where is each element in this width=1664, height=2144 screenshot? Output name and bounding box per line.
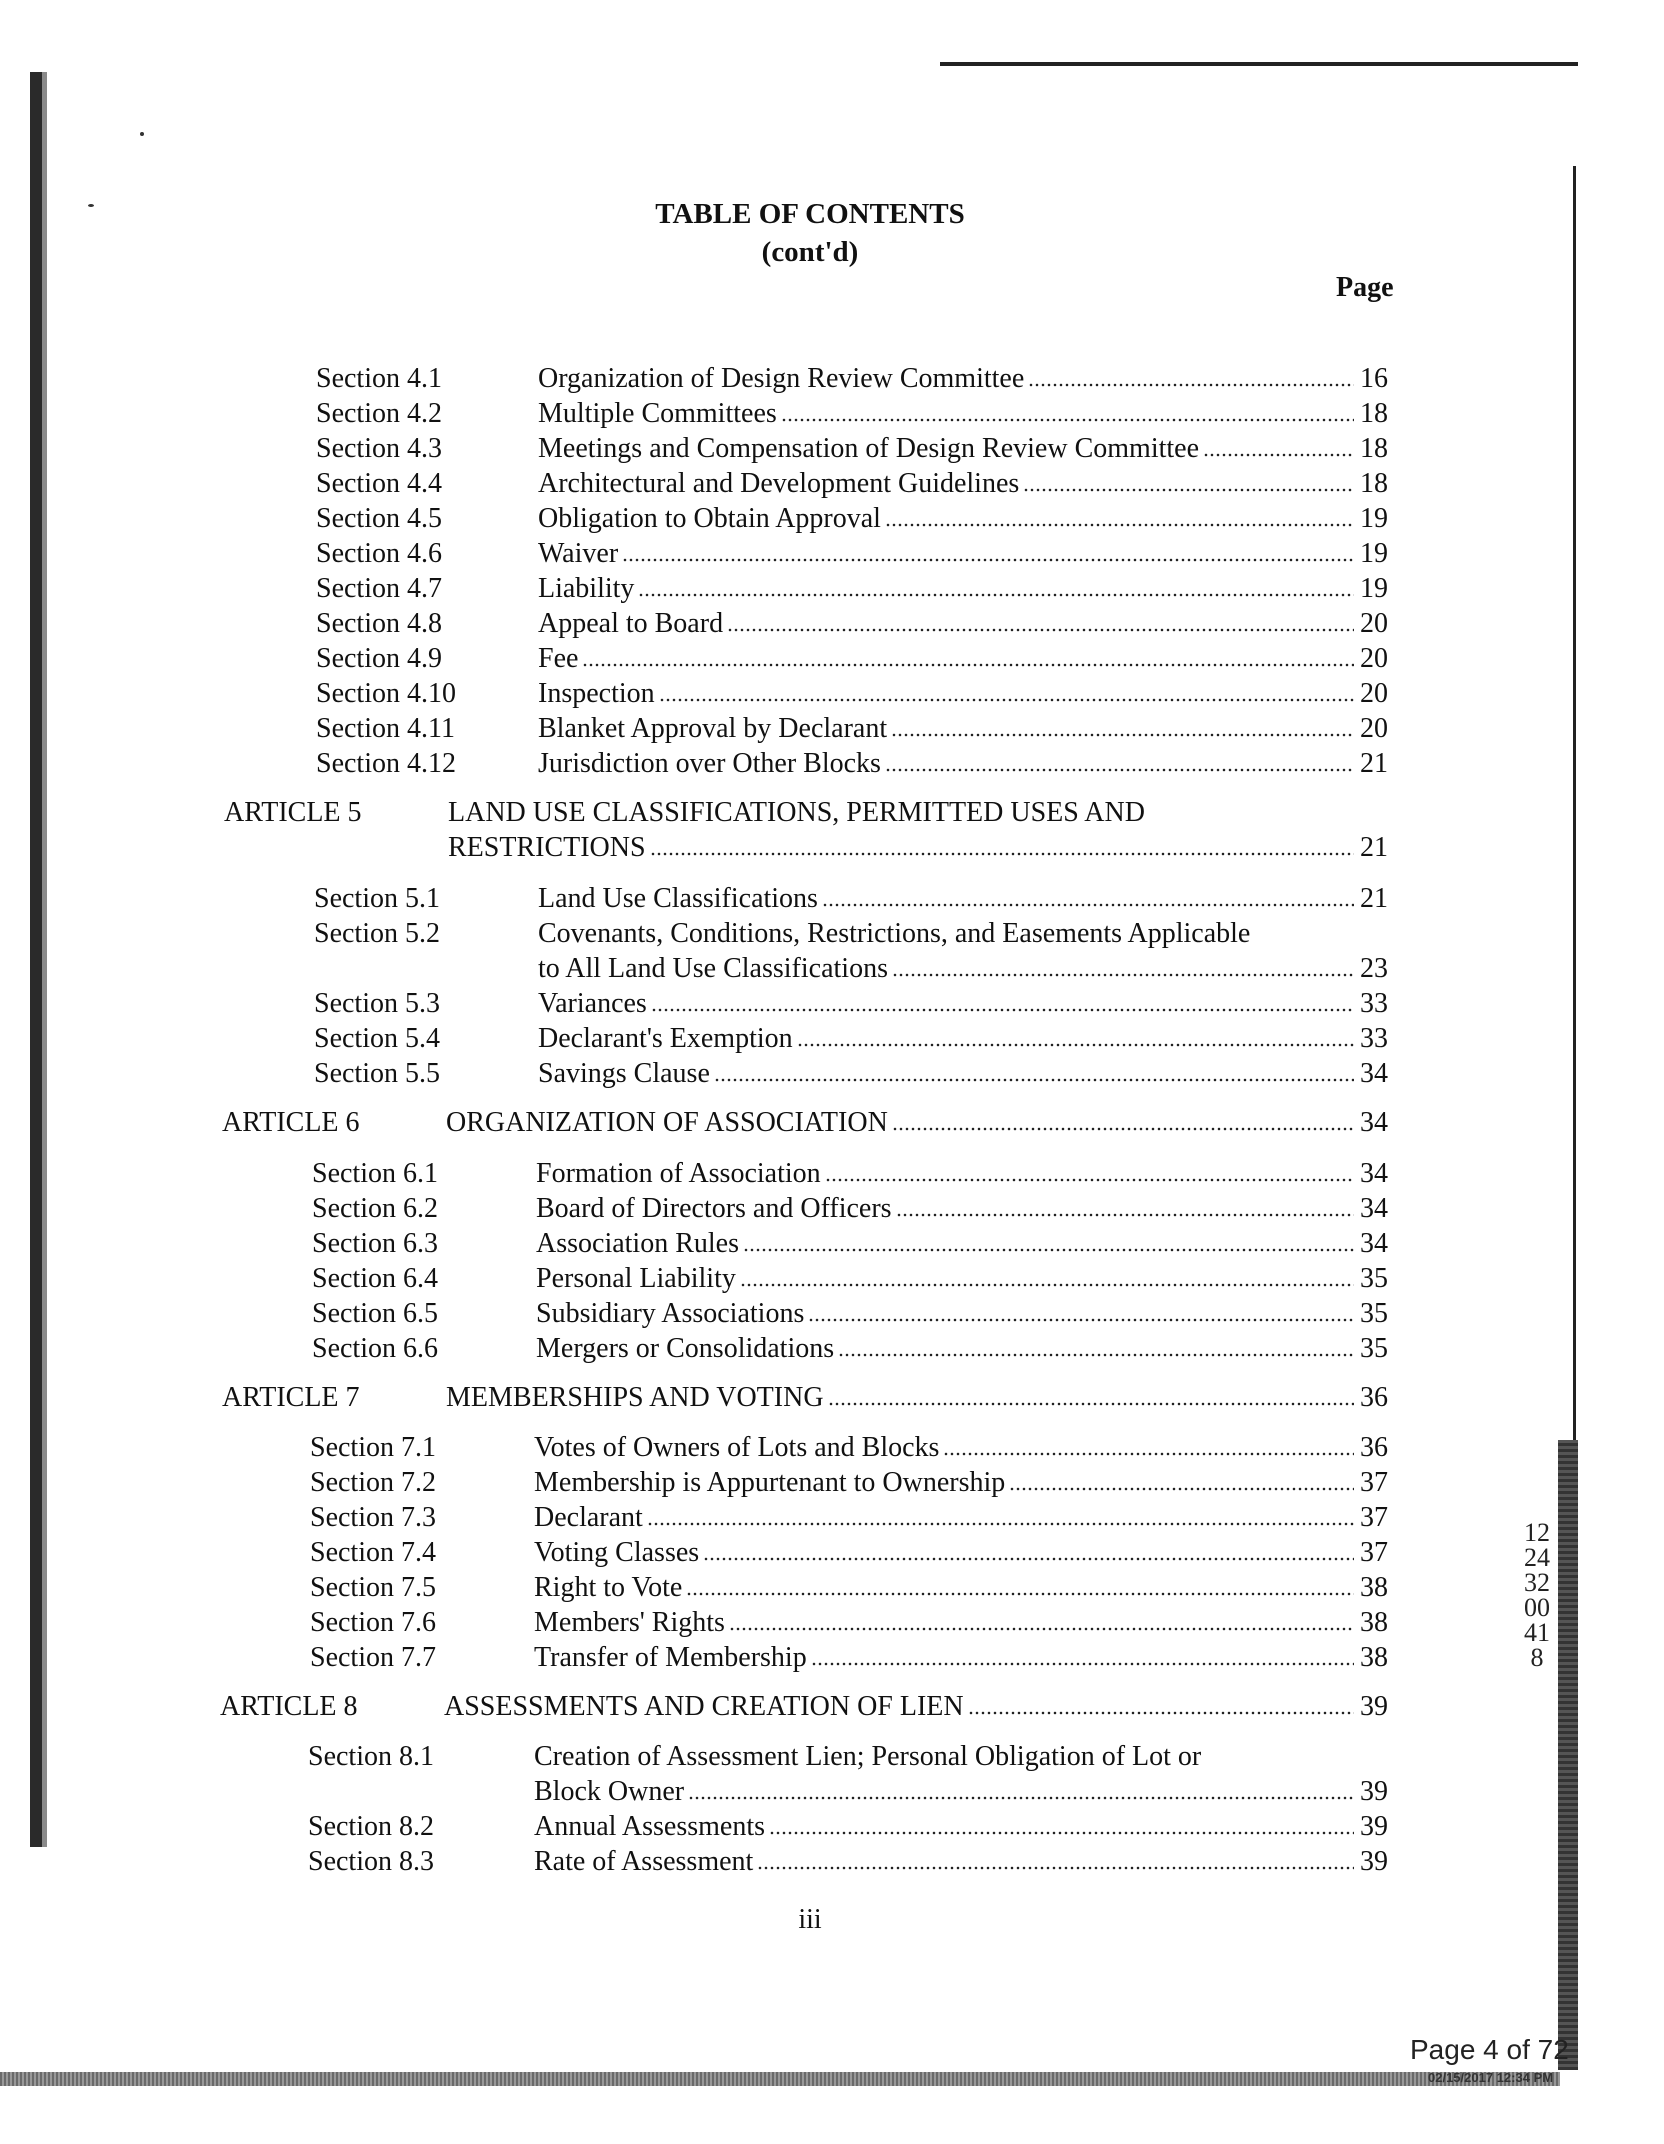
section-number: Section 6.3	[312, 1228, 438, 1259]
toc-entry[interactable]	[538, 467, 1388, 501]
leader-dots	[686, 1591, 1354, 1597]
section-title: Association Rules	[536, 1228, 739, 1259]
toc-entry[interactable]	[538, 1022, 1388, 1056]
section-number: Section 6.5	[312, 1298, 438, 1329]
toc-entry[interactable]	[448, 831, 1388, 865]
leader-dots	[797, 1042, 1354, 1048]
page-column-label: Page	[1336, 272, 1394, 303]
leader-dots	[822, 902, 1354, 908]
section-number: Section 4.7	[316, 573, 442, 604]
section-title: Architectural and Development Guidelines	[538, 468, 1020, 499]
page-number: 18	[1360, 398, 1388, 429]
leader-dots	[885, 767, 1354, 773]
leader-dots	[727, 627, 1354, 633]
toc-entry[interactable]	[534, 1571, 1388, 1605]
leader-dots	[781, 417, 1354, 423]
document-id-vertical: 122432 00418	[1524, 1518, 1550, 1672]
page-number: 34	[1360, 1058, 1388, 1089]
section-title: Blanket Approval by Declarant	[538, 713, 888, 744]
page-number: 16	[1360, 363, 1388, 394]
page-number: 34	[1360, 1158, 1388, 1189]
toc-entry[interactable]	[534, 1431, 1388, 1465]
toc-entry[interactable]	[538, 952, 1388, 986]
article-title-cont: RESTRICTIONS	[448, 832, 646, 863]
section-number: Section 4.5	[316, 503, 442, 534]
leader-dots	[714, 1077, 1354, 1083]
toc-entry[interactable]	[536, 1157, 1388, 1191]
page-number: 18	[1360, 433, 1388, 464]
page-number: 35	[1360, 1298, 1388, 1329]
toc-entry[interactable]	[534, 1845, 1388, 1879]
section-number: Section 5.4	[314, 1023, 440, 1054]
page-number: 21	[1360, 883, 1388, 914]
toc-entry[interactable]	[444, 1690, 1388, 1724]
leader-dots	[651, 1007, 1354, 1013]
section-number: Section 6.1	[312, 1158, 438, 1189]
page-number: 39	[1360, 1691, 1388, 1722]
toc-entry[interactable]	[446, 1381, 1388, 1415]
article-title: LAND USE CLASSIFICATIONS, PERMITTED USES AND	[448, 797, 1145, 828]
page-number: 20	[1360, 678, 1388, 709]
scan-top-rule	[940, 62, 1578, 66]
section-number: Section 6.2	[312, 1193, 438, 1224]
toc-entry[interactable]	[538, 677, 1388, 711]
section-number: Section 7.5	[310, 1572, 436, 1603]
leader-dots	[943, 1451, 1354, 1457]
toc-entry[interactable]	[534, 1466, 1388, 1500]
toc-entry[interactable]	[536, 1227, 1388, 1261]
section-title: Multiple Committees	[538, 398, 777, 429]
section-number: Section 7.6	[310, 1607, 436, 1638]
section-title: Obligation to Obtain Approval	[538, 503, 881, 534]
page-number: 38	[1360, 1572, 1388, 1603]
leader-dots	[968, 1710, 1354, 1716]
section-number: Section 7.7	[310, 1642, 436, 1673]
page-number: 36	[1360, 1382, 1388, 1413]
page-number: 20	[1360, 713, 1388, 744]
page-number: 37	[1360, 1467, 1388, 1498]
page-number: 37	[1360, 1502, 1388, 1533]
section-number: Section 8.2	[308, 1811, 434, 1842]
section-title: Voting Classes	[534, 1537, 700, 1568]
toc-entry[interactable]	[536, 1297, 1388, 1331]
page-number: 19	[1360, 573, 1388, 604]
toc-entry[interactable]	[534, 1606, 1388, 1640]
page-number: 33	[1360, 988, 1388, 1019]
scan-edge-bottom	[0, 2072, 1560, 2086]
section-number: Section 4.12	[316, 748, 456, 779]
section-title: Covenants, Conditions, Restrictions, and Easements Applicable	[538, 918, 1251, 949]
leader-dots	[659, 697, 1354, 703]
page-number: 37	[1360, 1537, 1388, 1568]
page-number: 39	[1360, 1776, 1388, 1807]
toc-entry[interactable]	[538, 1057, 1388, 1091]
toc-entry[interactable]	[534, 1501, 1388, 1535]
toc-entry[interactable]	[538, 397, 1388, 431]
section-title: Land Use Classifications	[538, 883, 818, 914]
section-number: Section 7.3	[310, 1502, 436, 1533]
section-number: Section 4.10	[316, 678, 456, 709]
toc-entry[interactable]	[534, 1775, 1388, 1809]
article-number: ARTICLE 7	[222, 1382, 360, 1413]
leader-dots	[811, 1661, 1354, 1667]
page-number: 20	[1360, 608, 1388, 639]
section-title: Variances	[538, 988, 647, 1019]
leader-dots	[838, 1352, 1354, 1358]
leader-dots	[688, 1795, 1354, 1801]
page-number: 23	[1360, 953, 1388, 984]
toc-entry[interactable]	[538, 747, 1388, 781]
leader-dots	[740, 1282, 1354, 1288]
section-title-cont: to All Land Use Classifications	[538, 953, 888, 984]
leader-dots	[743, 1247, 1354, 1253]
toc-entry[interactable]	[538, 432, 1388, 466]
leader-dots	[828, 1401, 1354, 1407]
leader-dots	[647, 1521, 1354, 1527]
leader-dots	[729, 1626, 1354, 1632]
section-number: Section 8.1	[308, 1741, 434, 1772]
section-number: Section 8.3	[308, 1846, 434, 1877]
leader-dots	[885, 522, 1354, 528]
page-number: 21	[1360, 748, 1388, 779]
leader-dots	[1023, 487, 1354, 493]
page-number: 21	[1360, 832, 1388, 863]
leader-dots	[892, 972, 1354, 978]
section-number: Section 4.1	[316, 363, 442, 394]
section-title: Creation of Assessment Lien; Personal Obligation of Lot or	[534, 1741, 1202, 1772]
toc-subtitle: (cont'd)	[761, 236, 859, 268]
page-number: 39	[1360, 1811, 1388, 1842]
toc-entry[interactable]	[534, 1536, 1388, 1570]
section-title: Right to Vote	[534, 1572, 683, 1603]
section-title: Inspection	[538, 678, 655, 709]
section-title: Jurisdiction over Other Blocks	[538, 748, 881, 779]
section-title: Meetings and Compensation of Design Review Committee	[538, 433, 1200, 464]
scan-edge-left-grain	[42, 72, 47, 1847]
page-number: 33	[1360, 1023, 1388, 1054]
leader-dots	[891, 732, 1354, 738]
section-title-cont: Block Owner	[534, 1776, 685, 1807]
section-title: Formation of Association	[536, 1158, 821, 1189]
stamp-date: 02/15/2017 12:34 PM	[1428, 2070, 1554, 2085]
leader-dots	[638, 592, 1354, 598]
leader-dots	[703, 1556, 1354, 1562]
section-title: Membership is Appurtenant to Ownership	[534, 1467, 1006, 1498]
section-title: Liability	[538, 573, 635, 604]
page-number: 38	[1360, 1642, 1388, 1673]
toc-entry[interactable]	[538, 882, 1388, 916]
leader-dots	[1009, 1486, 1354, 1492]
toc-entry[interactable]	[538, 362, 1388, 396]
page-folio: iii	[798, 1904, 822, 1935]
section-number: Section 5.1	[314, 883, 440, 914]
leader-dots	[825, 1177, 1354, 1183]
section-number: Section 6.4	[312, 1263, 438, 1294]
section-number: Section 4.8	[316, 608, 442, 639]
section-number: Section 4.2	[316, 398, 442, 429]
section-number: Section 4.4	[316, 468, 442, 499]
article-number: ARTICLE 8	[220, 1691, 358, 1722]
section-title: Mergers or Consolidations	[536, 1333, 835, 1364]
toc-entry[interactable]	[538, 537, 1388, 571]
article-title: MEMBERSHIPS AND VOTING	[446, 1382, 824, 1413]
article-title: ASSESSMENTS AND CREATION OF LIEN	[444, 1691, 964, 1722]
page-count-stamp: Page 4 of 72	[1410, 2034, 1569, 2065]
section-number: Section 6.6	[312, 1333, 438, 1364]
section-number: Section 4.6	[316, 538, 442, 569]
leader-dots	[622, 557, 1354, 563]
article-title: ORGANIZATION OF ASSOCIATION	[446, 1107, 888, 1138]
page-number: 18	[1360, 468, 1388, 499]
toc-entry[interactable]	[538, 607, 1388, 641]
section-number: Section 7.2	[310, 1467, 436, 1498]
page-number: 34	[1360, 1228, 1388, 1259]
toc-entry[interactable]	[538, 712, 1388, 746]
page-number: 20	[1360, 643, 1388, 674]
toc-entry[interactable]	[538, 502, 1388, 536]
leader-dots	[1203, 452, 1354, 458]
section-title: Board of Directors and Officers	[536, 1193, 892, 1224]
leader-dots	[896, 1212, 1354, 1218]
section-number: Section 5.2	[314, 918, 440, 949]
page-number: 34	[1360, 1193, 1388, 1224]
page-number: 34	[1360, 1107, 1388, 1138]
toc-entry[interactable]	[538, 572, 1388, 606]
section-title: Rate of Assessment	[534, 1846, 754, 1877]
section-number: Section 4.3	[316, 433, 442, 464]
toc-entry[interactable]	[536, 1262, 1388, 1296]
section-title: Personal Liability	[536, 1263, 736, 1294]
toc-entry[interactable]	[538, 642, 1388, 676]
leader-dots	[757, 1865, 1354, 1871]
page-number: 35	[1360, 1333, 1388, 1364]
scan-edge-right	[1558, 1440, 1578, 2070]
section-title: Votes of Owners of Lots and Blocks	[534, 1432, 940, 1463]
section-number: Section 4.11	[316, 713, 455, 744]
article-number: ARTICLE 5	[224, 797, 362, 828]
section-title: Declarant's Exemption	[538, 1023, 793, 1054]
toc-entry[interactable]	[536, 1332, 1388, 1366]
section-title: Declarant	[534, 1502, 643, 1533]
section-title: Savings Clause	[538, 1058, 710, 1089]
section-number: Section 7.1	[310, 1432, 436, 1463]
leader-dots	[808, 1317, 1354, 1323]
page-number: 38	[1360, 1607, 1388, 1638]
section-number: Section 5.3	[314, 988, 440, 1019]
toc-title: TABLE OF CONTENTS	[655, 198, 965, 230]
toc-entry[interactable]	[446, 1106, 1388, 1140]
article-number: ARTICLE 6	[222, 1107, 360, 1138]
toc-entry[interactable]	[534, 1810, 1388, 1844]
section-title: Transfer of Membership	[534, 1642, 807, 1673]
scan-speck	[140, 132, 144, 136]
section-title: Fee	[538, 643, 579, 674]
section-title: Subsidiary Associations	[536, 1298, 805, 1329]
toc-entry[interactable]	[538, 987, 1388, 1021]
page-number: 36	[1360, 1432, 1388, 1463]
section-title: Organization of Design Review Committee	[538, 363, 1025, 394]
section-title: Annual Assessments	[534, 1811, 765, 1842]
page-number: 19	[1360, 538, 1388, 569]
toc-entry[interactable]	[536, 1192, 1388, 1226]
section-title: Appeal to Board	[538, 608, 724, 639]
section-number: Section 5.5	[314, 1058, 440, 1089]
section-title: Waiver	[538, 538, 619, 569]
leader-dots	[892, 1126, 1354, 1132]
page-number: 19	[1360, 503, 1388, 534]
page-number: 35	[1360, 1263, 1388, 1294]
section-number: Section 4.9	[316, 643, 442, 674]
toc-entry[interactable]	[534, 1641, 1388, 1675]
section-number: Section 7.4	[310, 1537, 436, 1568]
leader-dots	[582, 662, 1354, 668]
leader-dots	[650, 851, 1354, 857]
page-number: 39	[1360, 1846, 1388, 1877]
leader-dots	[769, 1830, 1354, 1836]
leader-dots	[1028, 382, 1354, 388]
section-title: Members' Rights	[534, 1607, 725, 1638]
